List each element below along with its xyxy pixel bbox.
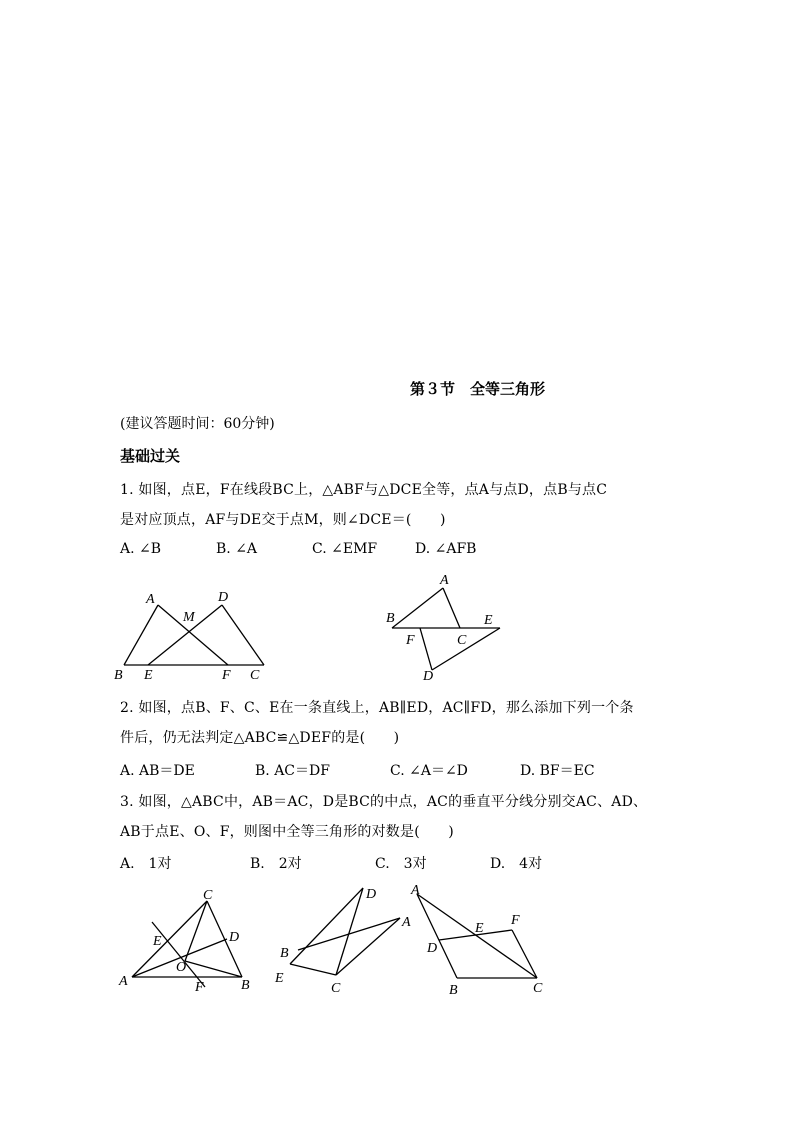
label-b: B: [241, 978, 250, 993]
q1-option-b: B. ∠A: [216, 541, 258, 557]
q1-option-c: C. ∠EMF: [312, 541, 378, 557]
label-o: O: [176, 960, 187, 975]
q1-line-1: 1. 如图，点E，F在线段BC上，△ABF与△DCE全等，点A与点D，点B与点C: [120, 482, 608, 498]
q2-option-c: C. ∠A＝∠D: [390, 763, 468, 779]
label-c: C: [203, 888, 213, 903]
segment-ba: [392, 588, 443, 628]
segment-fc: [512, 930, 537, 978]
label-e: E: [484, 613, 493, 628]
segment-de: [290, 888, 363, 964]
label-d: D: [427, 941, 438, 956]
label-e: E: [475, 921, 484, 936]
label-a: A: [411, 883, 420, 898]
q3-option-a: A. 1对: [120, 856, 172, 872]
segment-ac: [417, 894, 537, 978]
label-f: F: [511, 913, 520, 928]
label-d: D: [366, 887, 377, 902]
segment-ac: [132, 901, 207, 977]
segment-fd: [420, 628, 432, 670]
segment-ec: [290, 964, 336, 975]
label-b: B: [280, 946, 289, 961]
label-b: B: [114, 668, 123, 683]
label-f: F: [406, 633, 415, 648]
q2-line-1: 2. 如图，点B、F、C、E在一条直线上，AB∥ED，AC∥FD，那么添加下列一个条: [120, 700, 634, 716]
label-d: D: [423, 669, 434, 684]
segment-ab: [298, 918, 400, 950]
q1-option-d: D. ∠AFB: [415, 541, 477, 557]
q2-line-2: 件后，仍无法判定△ABC≌△DEF的是( ): [120, 730, 400, 746]
label-e: E: [275, 971, 284, 986]
figure-q1-b: [380, 568, 510, 683]
label-f: F: [222, 668, 231, 683]
q2-option-d: D. BF＝EC: [520, 763, 595, 779]
label-c: C: [457, 633, 467, 648]
section-heading: 基础过关: [120, 447, 181, 465]
segment-ab: [417, 894, 457, 978]
segment-ob: [185, 961, 242, 977]
label-c: C: [533, 981, 543, 996]
label-b: B: [386, 611, 395, 626]
label-a: A: [146, 592, 155, 607]
q2-option-a: A. AB＝DE: [120, 763, 195, 779]
label-d: D: [229, 930, 240, 945]
q3-option-d: D. 4对: [490, 856, 543, 872]
q1-option-a: A. ∠B: [120, 541, 162, 557]
q1-line-2: 是对应顶点，AF与DE交于点M，则∠DCE＝( ): [120, 512, 446, 528]
figure-q3: [115, 885, 265, 1000]
label-c: C: [331, 981, 341, 996]
label-d: D: [218, 590, 229, 605]
figure-q3-b: [270, 880, 420, 1000]
label-f: F: [195, 980, 204, 995]
label-m: M: [183, 610, 195, 625]
figure-q1: [110, 585, 280, 685]
segment-dc: [222, 605, 264, 665]
label-b: B: [449, 983, 458, 998]
q3-option-b: B. 2对: [250, 856, 302, 872]
figure-q3-c: [405, 880, 555, 1000]
q2-option-b: B. AC＝DF: [255, 763, 330, 779]
label-c: C: [250, 668, 260, 683]
q3-option-c: C. 3对: [375, 856, 427, 872]
section-title: 第３节 全等三角形: [410, 380, 546, 398]
q3-line-1: 3. 如图，△ABC中，AB＝AC，D是BC的中点，AC的垂直平分线分别交AC、AD、: [120, 794, 648, 810]
time-note: (建议答题时间：60分钟): [120, 416, 275, 432]
segment-ba: [124, 605, 158, 665]
label-a: A: [440, 573, 449, 588]
segment-ac: [336, 918, 400, 975]
label-a: A: [402, 915, 411, 930]
label-e: E: [144, 668, 153, 683]
label-e: E: [153, 934, 162, 949]
label-a: A: [119, 974, 128, 989]
q3-line-2: AB于点E、O、F，则图中全等三角形的对数是( ): [120, 824, 454, 840]
segment-ac: [443, 588, 460, 628]
